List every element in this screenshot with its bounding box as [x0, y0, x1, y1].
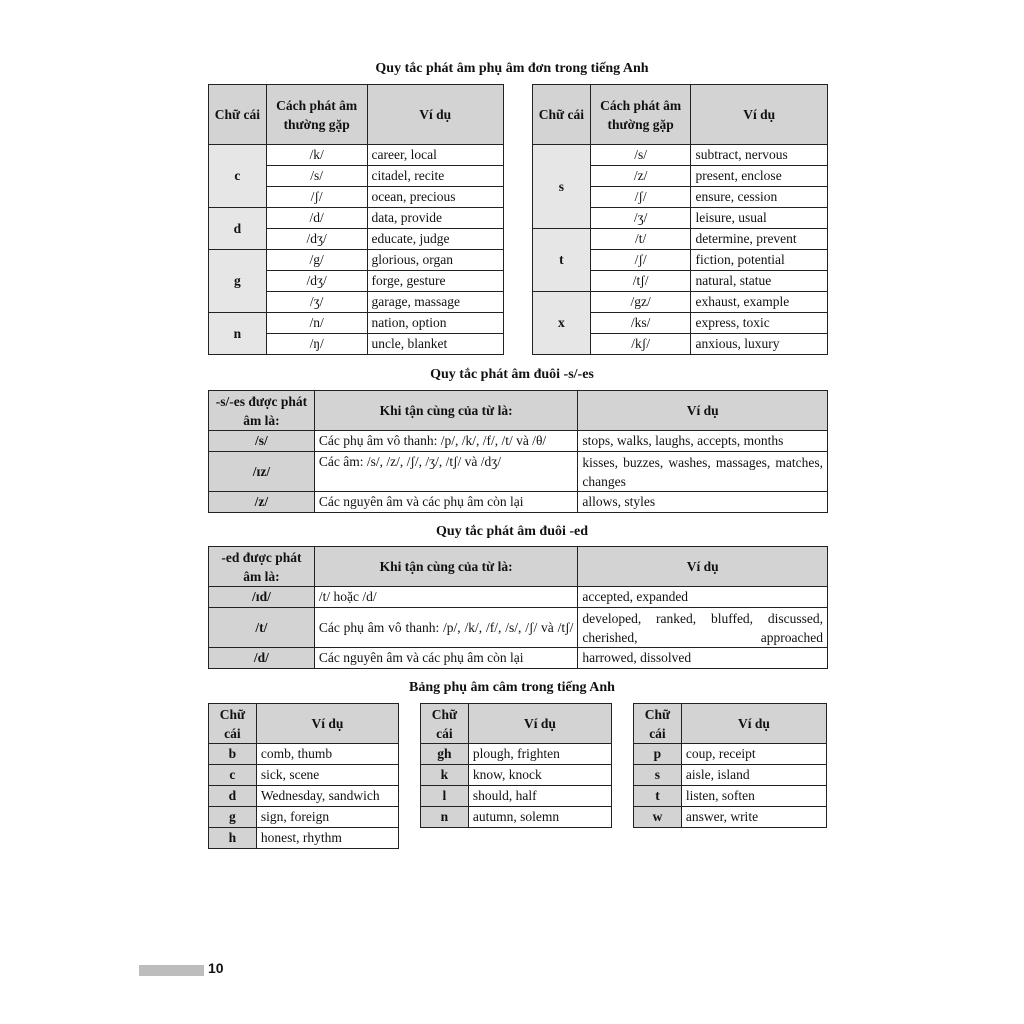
- ipa-cell: /n/: [266, 313, 367, 334]
- letter-cell: l: [421, 786, 469, 807]
- header-pronunciation: -ed được phát âm là:: [209, 547, 315, 587]
- example-cell: developed, ranked, bluffed, discussed, cherished, approached: [578, 608, 828, 648]
- header-example: Ví dụ: [256, 704, 398, 744]
- example-cell: kisses, buzzes, washes, massages, matches, changes: [578, 452, 828, 492]
- ipa-cell: /ŋ/: [266, 334, 367, 355]
- example-cell: uncle, blanket: [367, 334, 503, 355]
- example-cell: listen, soften: [681, 786, 826, 807]
- header-example: Ví dụ: [578, 391, 828, 431]
- letter-cell: c: [209, 765, 257, 786]
- ipa-cell: /gz/: [590, 292, 691, 313]
- example-cell: determine, prevent: [691, 229, 828, 250]
- example-cell: fiction, potential: [691, 250, 828, 271]
- title-consonants: Quy tắc phát âm phụ âm đơn trong tiếng Anh: [375, 61, 649, 76]
- letter-cell: d: [209, 786, 257, 807]
- title-silent-consonants: Bảng phụ âm câm trong tiếng Anh: [409, 680, 615, 695]
- example-cell: nation, option: [367, 313, 503, 334]
- example-cell: sign, foreign: [256, 807, 398, 828]
- header-sound: Cách phát âm thường gặp: [266, 85, 367, 145]
- example-cell: comb, thumb: [256, 744, 398, 765]
- ipa-cell: /kʃ/: [590, 334, 691, 355]
- ipa-cell: /dʒ/: [266, 229, 367, 250]
- example-cell: glorious, organ: [367, 250, 503, 271]
- ipa-cell: /ʒ/: [590, 208, 691, 229]
- letter-cell: t: [634, 786, 682, 807]
- ending-cell: Các phụ âm vô thanh: /p/, /k/, /f/, /s/, /ʃ/ và /tʃ/: [314, 608, 578, 648]
- ipa-cell: /ʒ/: [266, 292, 367, 313]
- pronunciation-cell: /s/: [209, 431, 315, 452]
- pronunciation-cell: /ɪd/: [209, 587, 315, 608]
- header-example: Ví dụ: [681, 704, 826, 744]
- example-cell: sick, scene: [256, 765, 398, 786]
- letter-cell: w: [634, 807, 682, 828]
- header-ending: Khi tận cùng của từ là:: [314, 391, 578, 431]
- ipa-cell: /tʃ/: [590, 271, 691, 292]
- letter-cell: g: [209, 807, 257, 828]
- ending-cell: Các âm: /s/, /z/, /ʃ/, /ʒ/, /tʃ/ và /dʒ/: [314, 452, 578, 492]
- pronunciation-cell: /z/: [209, 492, 315, 513]
- letter-cell: k: [421, 765, 469, 786]
- letter-cell: c: [209, 145, 267, 208]
- ending-cell: /t/ hoặc /d/: [314, 587, 578, 608]
- ipa-cell: /ʃ/: [590, 187, 691, 208]
- ipa-cell: /ks/: [590, 313, 691, 334]
- example-cell: leisure, usual: [691, 208, 828, 229]
- example-cell: ensure, cession: [691, 187, 828, 208]
- consonant-table-left: [208, 84, 504, 355]
- header-letter: Chữ cái: [533, 85, 591, 145]
- example-cell: garage, massage: [367, 292, 503, 313]
- letter-cell: s: [533, 145, 591, 229]
- title-s-es: Quy tắc phát âm đuôi -s/-es: [430, 367, 594, 382]
- ipa-cell: /t/: [590, 229, 691, 250]
- example-cell: subtract, nervous: [691, 145, 828, 166]
- letter-cell: h: [209, 828, 257, 849]
- letter-cell: g: [209, 250, 267, 313]
- example-cell: know, knock: [468, 765, 611, 786]
- header-letter: Chữ cái: [209, 704, 257, 744]
- example-cell: honest, rhythm: [256, 828, 398, 849]
- ipa-cell: /s/: [590, 145, 691, 166]
- header-example: Ví dụ: [691, 85, 828, 145]
- ending-cell: Các nguyên âm và các phụ âm còn lại: [314, 648, 578, 669]
- footer-bar: [139, 965, 204, 976]
- header-letter: Chữ cái: [209, 85, 267, 145]
- example-cell: exhaust, example: [691, 292, 828, 313]
- header-example: Ví dụ: [468, 704, 611, 744]
- title-ed: Quy tắc phát âm đuôi -ed: [435, 524, 589, 539]
- ipa-cell: /g/: [266, 250, 367, 271]
- ipa-cell: /ʃ/: [266, 187, 367, 208]
- example-cell: data, provide: [367, 208, 503, 229]
- ipa-cell: /s/: [266, 166, 367, 187]
- ed-table: [208, 546, 828, 669]
- header-letter: Chữ cái: [421, 704, 469, 744]
- header-pronunciation: -s/-es được phát âm là:: [209, 391, 315, 431]
- example-cell: should, half: [468, 786, 611, 807]
- example-cell: accepted, expanded: [578, 587, 828, 608]
- letter-cell: t: [533, 229, 591, 292]
- example-cell: stops, walks, laughs, accepts, months: [578, 431, 828, 452]
- ipa-cell: /k/: [266, 145, 367, 166]
- example-cell: present, enclose: [691, 166, 828, 187]
- example-cell: career, local: [367, 145, 503, 166]
- letter-cell: x: [533, 292, 591, 355]
- example-cell: answer, write: [681, 807, 826, 828]
- pronunciation-cell: /d/: [209, 648, 315, 669]
- s-es-table: [208, 390, 828, 513]
- page-number: 10: [208, 960, 224, 976]
- ending-cell: Các nguyên âm và các phụ âm còn lại: [314, 492, 578, 513]
- pronunciation-cell: /ɪz/: [209, 452, 315, 492]
- example-cell: ocean, precious: [367, 187, 503, 208]
- example-cell: natural, statue: [691, 271, 828, 292]
- letter-cell: n: [421, 807, 469, 828]
- silent-table-1: [208, 703, 399, 849]
- example-cell: harrowed, dissolved: [578, 648, 828, 669]
- header-letter: Chữ cái: [634, 704, 682, 744]
- ipa-cell: /d/: [266, 208, 367, 229]
- header-ending: Khi tận cùng của từ là:: [314, 547, 578, 587]
- ipa-cell: /ʃ/: [590, 250, 691, 271]
- letter-cell: p: [634, 744, 682, 765]
- consonant-table-right: [532, 84, 828, 355]
- header-example: Ví dụ: [367, 85, 503, 145]
- example-cell: citadel, recite: [367, 166, 503, 187]
- pronunciation-cell: /t/: [209, 608, 315, 648]
- silent-table-3: [633, 703, 827, 828]
- example-cell: educate, judge: [367, 229, 503, 250]
- example-cell: anxious, luxury: [691, 334, 828, 355]
- example-cell: coup, receipt: [681, 744, 826, 765]
- example-cell: plough, frighten: [468, 744, 611, 765]
- letter-cell: n: [209, 313, 267, 355]
- letter-cell: b: [209, 744, 257, 765]
- example-cell: express, toxic: [691, 313, 828, 334]
- silent-table-2: [420, 703, 612, 828]
- example-cell: forge, gesture: [367, 271, 503, 292]
- ending-cell: Các phụ âm vô thanh: /p/, /k/, /f/, /t/ và /θ/: [314, 431, 578, 452]
- letter-cell: gh: [421, 744, 469, 765]
- example-cell: allows, styles: [578, 492, 828, 513]
- example-cell: autumn, solemn: [468, 807, 611, 828]
- header-example: Ví dụ: [578, 547, 828, 587]
- ipa-cell: /z/: [590, 166, 691, 187]
- letter-cell: s: [634, 765, 682, 786]
- example-cell: aisle, island: [681, 765, 826, 786]
- example-cell: Wednesday, sandwich: [256, 786, 398, 807]
- letter-cell: d: [209, 208, 267, 250]
- ipa-cell: /dʒ/: [266, 271, 367, 292]
- header-sound: Cách phát âm thường gặp: [590, 85, 691, 145]
